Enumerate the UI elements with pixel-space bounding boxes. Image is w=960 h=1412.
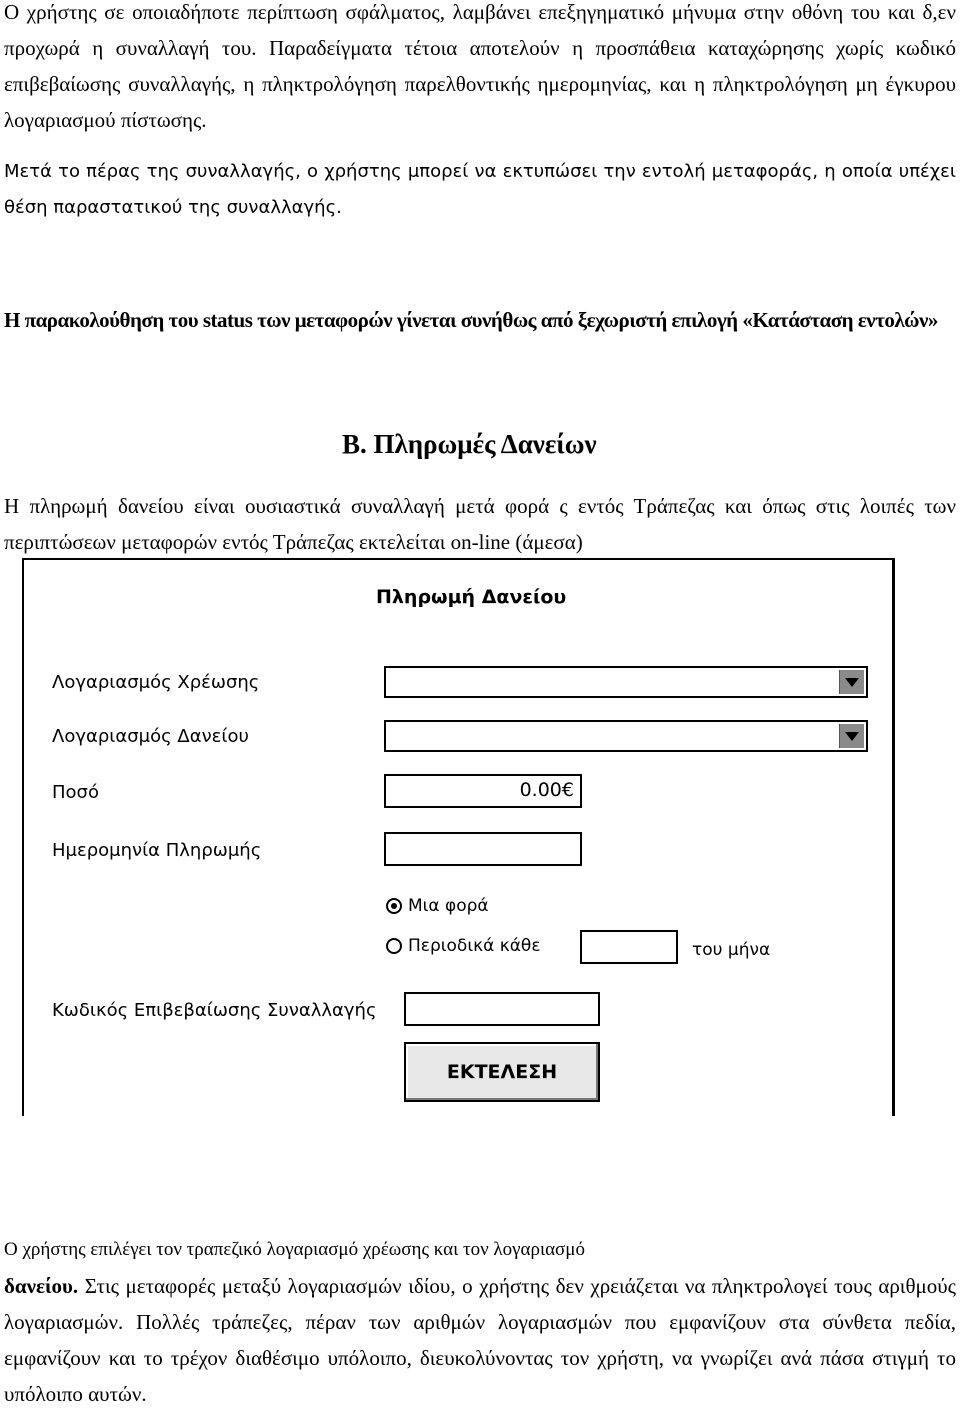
closing-text: Στις μεταφορές μεταξύ λογαριασμών ιδίου, ο χρήστης δεν χρειάζεται να πληκτρολογεί τους αριθμούς λογαριασμών. Πολλές τράπεζες, πέραν των αριθμών λογαριασμών που εμφανίζουν στα σύνθετα πεδία, εμφανίζουν και το τρέχον διαθέσιμο υπόλοιπο, διευκολύνοντας τον χρήστη, να γνωρίζει ανά πάσα στιγμή το υπόλοιπο αυτών. bbox=[4, 1274, 956, 1406]
confirmation-code-label: Κωδικός Επιβεβαίωσης Συναλλαγής bbox=[52, 1000, 377, 1021]
payment-date-input[interactable] bbox=[384, 832, 582, 866]
execute-button[interactable]: ΕΚΤΕΛΕΣΗ bbox=[404, 1042, 600, 1102]
loan-payment-form bbox=[22, 558, 895, 1116]
form-title: Πληρωμή Δανείου bbox=[376, 586, 567, 608]
intro-paragraph: Ο χρήστης σε οποιαδήποτε περίπτωση σφάλματος, λαμβάνει επεξηγηματικό μήνυμα στην οθόνη του και δ,εν προχωρά η συναλλαγή του. Παραδείγματα τέτοια αποτελούν η προσπάθεια καταχώρησης χωρίς κωδικό επιβεβαίωσης συναλλαγής, η πληκτρολόγηση παρελθοντικής ημερομηνίας, και η πληκτρολόγηση μη έγκυρου λογαριασμού πίστωσης. bbox=[4, 0, 956, 132]
radio-selected-icon[interactable] bbox=[386, 898, 402, 914]
amount-input[interactable] bbox=[384, 774, 582, 808]
after-transaction-paragraph: Μετά το πέρας της συναλλαγής, ο χρήστης μπορεί να εκτυπώσει την εντολή μεταφοράς, η οποία υπέχει θέση παραστατικού της συναλλαγής. bbox=[4, 161, 956, 218]
loan-intro-paragraph: Η πληρωμή δανείου είναι ουσιαστικά συναλλαγή μετά φορά ς εντός Τράπεζας και όπως στις λοιπές των περιπτώσεων μεταφορών εντός Τράπεζας εκτελείται on-line (άμεσα) bbox=[4, 494, 956, 554]
radio-periodic[interactable] bbox=[386, 936, 541, 956]
radio-unselected-icon[interactable] bbox=[386, 938, 402, 954]
confirmation-code-input[interactable] bbox=[404, 992, 600, 1026]
loan-account-select[interactable] bbox=[384, 720, 868, 752]
debit-account-select[interactable] bbox=[384, 666, 868, 698]
debit-account-label: Λογαριασμός Χρέωσης bbox=[52, 672, 260, 693]
amount-value: 0.00€ bbox=[519, 779, 574, 801]
user-selects-paragraph: Ο χρήστης επιλέγει τον τραπεζικό λογαριασμό χρέωσης και τον λογαριασμό bbox=[4, 1239, 585, 1260]
bold-word: δανείου. bbox=[4, 1274, 79, 1298]
section-heading: Β. Πληρωμές Δανείων bbox=[342, 429, 597, 459]
month-suffix-label: του μήνα bbox=[692, 940, 771, 960]
payment-date-label: Ημερομηνία Πληρωμής bbox=[52, 840, 262, 861]
radio-periodic-label: Περιοδικά κάθε bbox=[408, 936, 541, 956]
chevron-down-icon[interactable] bbox=[839, 670, 864, 694]
radio-once[interactable] bbox=[386, 896, 489, 916]
status-note-paragraph: Η παρακολούθηση του status των μεταφορών γίνεται συνήθως από ξεχωριστή επιλογή «Κατάσταση εντολών» bbox=[4, 308, 938, 332]
closing-paragraph bbox=[4, 1268, 956, 1412]
periodic-day-input[interactable] bbox=[580, 930, 678, 964]
amount-label: Ποσό bbox=[52, 782, 99, 803]
loan-account-label: Λογαριασμός Δανείου bbox=[52, 726, 249, 747]
chevron-down-icon[interactable] bbox=[839, 724, 864, 748]
radio-once-label: Μια φορά bbox=[408, 896, 489, 916]
